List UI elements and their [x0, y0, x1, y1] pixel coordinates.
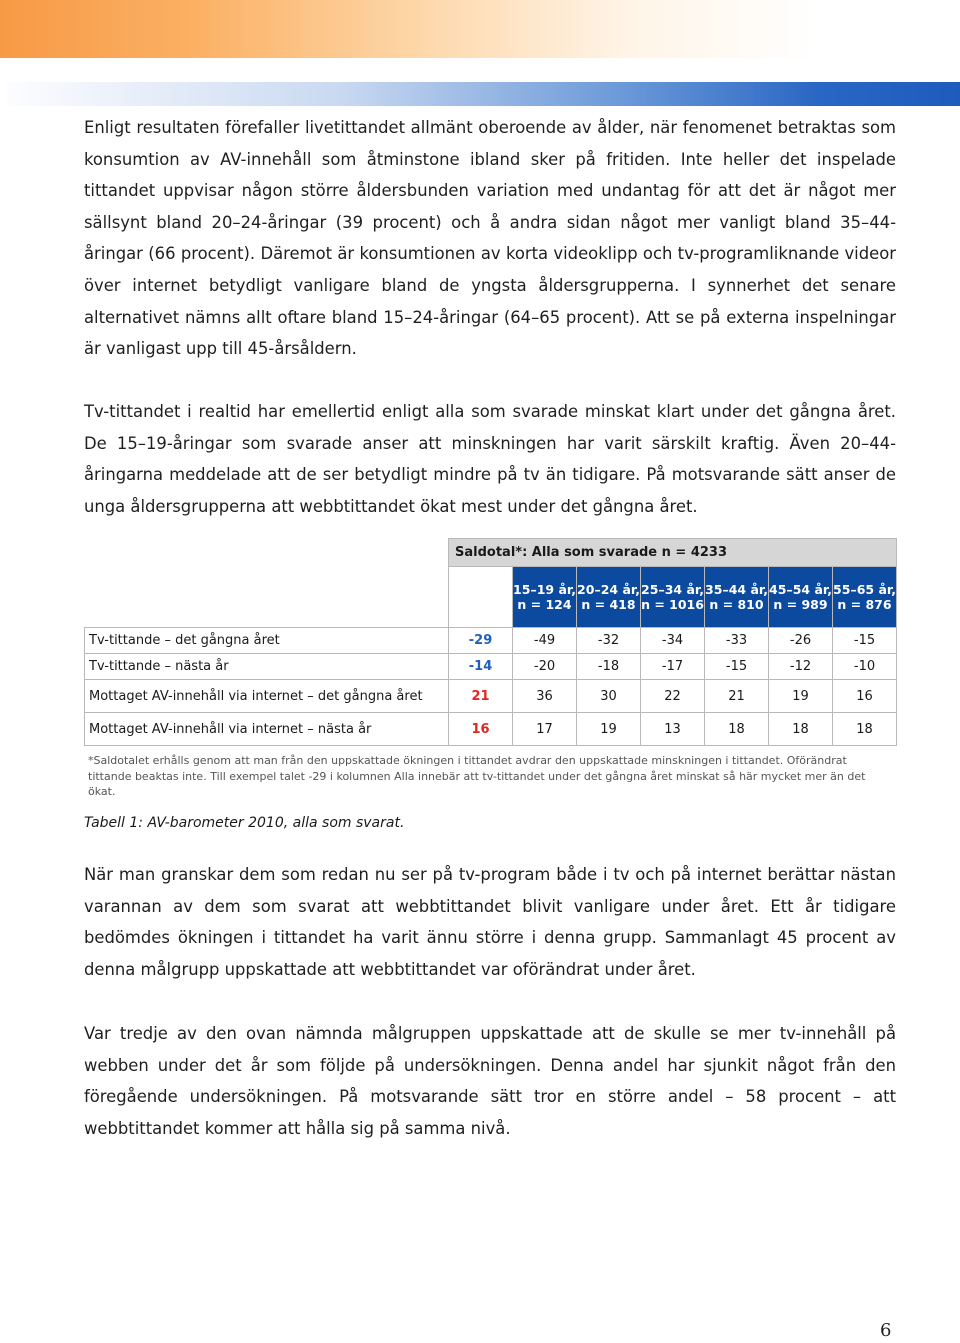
row-label: Tv-tittande – det gångna året — [85, 628, 449, 654]
row-label: Tv-tittande – nästa år — [85, 654, 449, 680]
table-cell: 18 — [769, 713, 833, 746]
table-cell: -10 — [833, 654, 897, 680]
table-cell: 22 — [641, 680, 705, 713]
group-header-55-65: 55–65 år, n = 876 — [833, 567, 897, 628]
table-cell: 30 — [577, 680, 641, 713]
header-banner-orange — [0, 0, 960, 58]
table-cell: -26 — [769, 628, 833, 654]
table-cell: 18 — [705, 713, 769, 746]
row-label: Mottaget AV-innehåll via internet – det gångna året — [85, 680, 449, 713]
paragraph-3: När man granskar dem som redan nu ser på tv-program både i tv och på internet berättar nästan varannan av dem som svarat att webbtittandet blivit vanligare under året. Ett år tidigare bedömdes ökningen i tittandet ha varit ännu större i denna grupp. Sammanlagt 45 procent av denna målgrupp uppskattade att webbtittandet var oförändrat under året. — [84, 865, 896, 979]
total-column-header — [449, 567, 513, 628]
table-cell: -33 — [705, 628, 769, 654]
table-cell: -49 — [513, 628, 577, 654]
table-cell: 17 — [513, 713, 577, 746]
table-row — [85, 654, 897, 680]
paragraph-1: Enligt resultaten förefaller livetittandet allmänt oberoende av ålder, när fenomenet betraktas som konsumtion av AV-innehåll som åtminstone ibland sker på fritiden. Inte heller det inspelade tittandet uppvisar någon större åldersbunden variation med undantag för att det är något mer sällsynt bland 20–24-åringar (39 procent) och å andra sidan något mer vanligt bland 35–44-åringar (66 procent). Däremot är konsumtionen av korta videoklipp och tv-programliknande videor över internet betydligt vanligare bland de yngsta åldersgrupperna. I synnerhet det senare alternativet nämns allt oftare bland 15–24-åringar (64–65 procent). Att se på externa inspelningar är vanligast upp till 45-årsåldern. — [84, 118, 896, 359]
table-row — [85, 713, 897, 746]
table-cell: 19 — [769, 680, 833, 713]
page-number: 6 — [880, 1320, 892, 1341]
row-total: 16 — [449, 713, 513, 746]
table-cell: -32 — [577, 628, 641, 654]
group-header-35-44: 35–44 år, n = 810 — [705, 567, 769, 628]
table-cell: 19 — [577, 713, 641, 746]
table-cell: -20 — [513, 654, 577, 680]
table-cell: 13 — [641, 713, 705, 746]
paragraph-4: Var tredje av den ovan nämnda målgruppen uppskattade att de skulle se mer tv-innehåll på webben under det år som följde på undersökningen. Denna andel har sjunkit något från den föregående undersökningen. På motsvarande sätt tror en större andel – 58 procent – att webbtittandet kommer att hålla sig på samma nivå. — [84, 1024, 896, 1138]
table-cell: 21 — [705, 680, 769, 713]
table-cell: -17 — [641, 654, 705, 680]
table-title: Saldotal*: Alla som svarade n = 4233 — [449, 539, 897, 567]
table-cell: 36 — [513, 680, 577, 713]
table-caption: Tabell 1: AV-barometer 2010, alla som svarat. — [84, 815, 405, 831]
saldotal-table — [84, 538, 897, 746]
table-cell: -15 — [833, 628, 897, 654]
row-total: -29 — [449, 628, 513, 654]
row-total: -14 — [449, 654, 513, 680]
table-cell: -34 — [641, 628, 705, 654]
table-corner — [85, 539, 449, 567]
table-footnote: *Saldotalet erhålls genom att man från den uppskattade ökningen i tittandet avdrar den uppskattade minskningen i tittandet. Oförändrat tittande beaktas inte. Till exempel talet -29 i kolumnen Alla innebär att tv-tittandet under det gångna året minskat så här mycket mer än det ökat. — [88, 754, 866, 798]
group-header-20-24: 20–24 år, n = 418 — [577, 567, 641, 628]
row-label: Mottaget AV-innehåll via internet – nästa år — [85, 713, 449, 746]
table-cell: -15 — [705, 654, 769, 680]
table-row — [85, 680, 897, 713]
table-cell: -12 — [769, 654, 833, 680]
group-header-15-19: 15–19 år, n = 124 — [513, 567, 577, 628]
table-row — [85, 628, 897, 654]
paragraph-2: Tv-tittandet i realtid har emellertid enligt alla som svarade minskat klart under det gångna året. De 15–19-åringar som svarade anser att minskningen har varit särskilt kraftig. Även 20–44-åringarna meddelade att de ser betydligt mindre på tv än tidigare. På motsvarande sätt anser de unga åldersgrupperna att webbtittandet ökat mest under det gångna året. — [84, 402, 896, 516]
table-cell: 18 — [833, 713, 897, 746]
table-cell: 16 — [833, 680, 897, 713]
group-header-25-34: 25–34 år, n = 1016 — [641, 567, 705, 628]
table-cell: -18 — [577, 654, 641, 680]
row-total: 21 — [449, 680, 513, 713]
header-banner-blue — [6, 82, 960, 106]
group-header-45-54: 45–54 år, n = 989 — [769, 567, 833, 628]
